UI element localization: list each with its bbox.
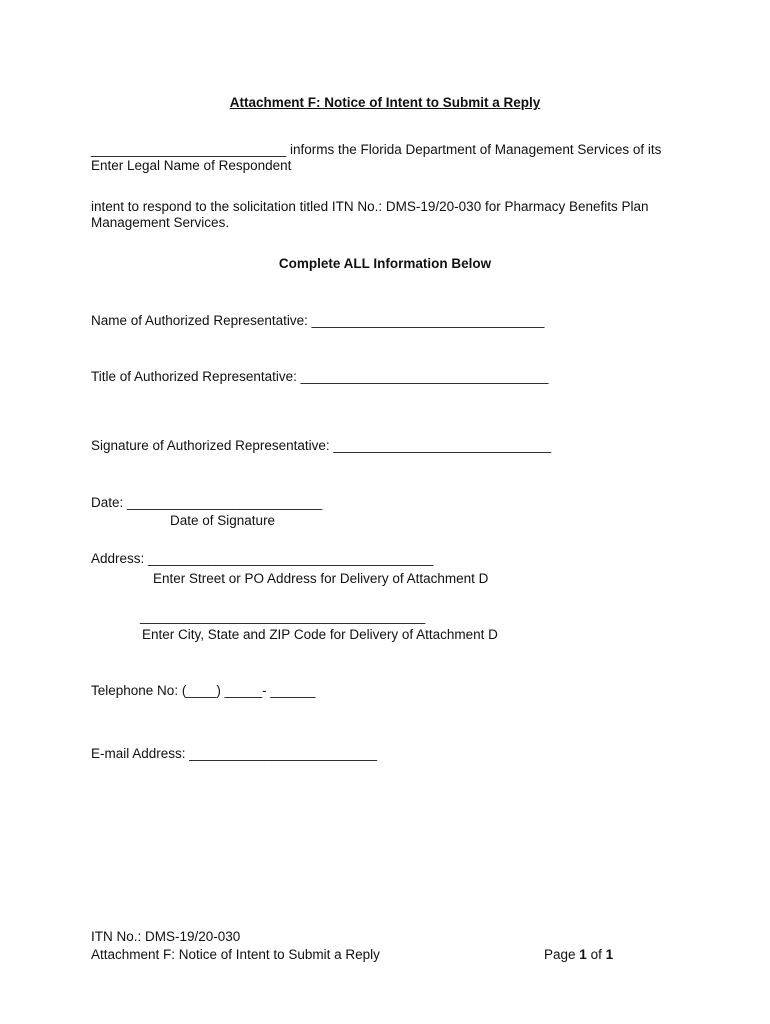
address-city-field: ______________________________________ [140,609,426,624]
footer-attachment: Attachment F: Notice of Intent to Submit a Reply [91,947,380,962]
rep-signature-field: Signature of Authorized Representative: _____________________________ [91,438,552,453]
address-city-hint: Enter City, State and ZIP Code for Delivery of Attachment D [142,627,498,642]
intro-line-1: __________________________ informs the Florida Department of Management Services of its [91,142,662,157]
telephone-field: Telephone No: (____) _____- ______ [91,683,316,698]
intro-line-3: Management Services. [91,215,230,230]
page-word: Page [544,947,576,962]
email-field: E-mail Address: _________________________ [91,746,377,761]
page-total: 1 [605,947,614,962]
footer-page-number [544,947,613,963]
document-title: Attachment F: Notice of Intent to Submit a Reply [229,95,541,110]
page-current: 1 [579,947,587,962]
intro-line-2: intent to respond to the solicitation titled ITN No.: DMS-19/20-030 for Pharmacy Benefits Plan [91,199,649,214]
address-street-hint: Enter Street or PO Address for Delivery of Attachment D [153,571,489,586]
page-of: of [590,947,602,962]
footer-itn: ITN No.: DMS-19/20-030 [91,929,241,944]
date-hint: Date of Signature [170,513,276,528]
address-street-field: Address: ______________________________________ [91,551,434,566]
rep-title-field: Title of Authorized Representative: _________________________________ [91,369,549,384]
instructions-heading: Complete ALL Information Below [278,256,492,271]
rep-name-field: Name of Authorized Representative: _______________________________ [91,313,545,328]
date-field: Date: __________________________ [91,495,323,510]
respondent-name-hint: Enter Legal Name of Respondent [91,158,292,173]
